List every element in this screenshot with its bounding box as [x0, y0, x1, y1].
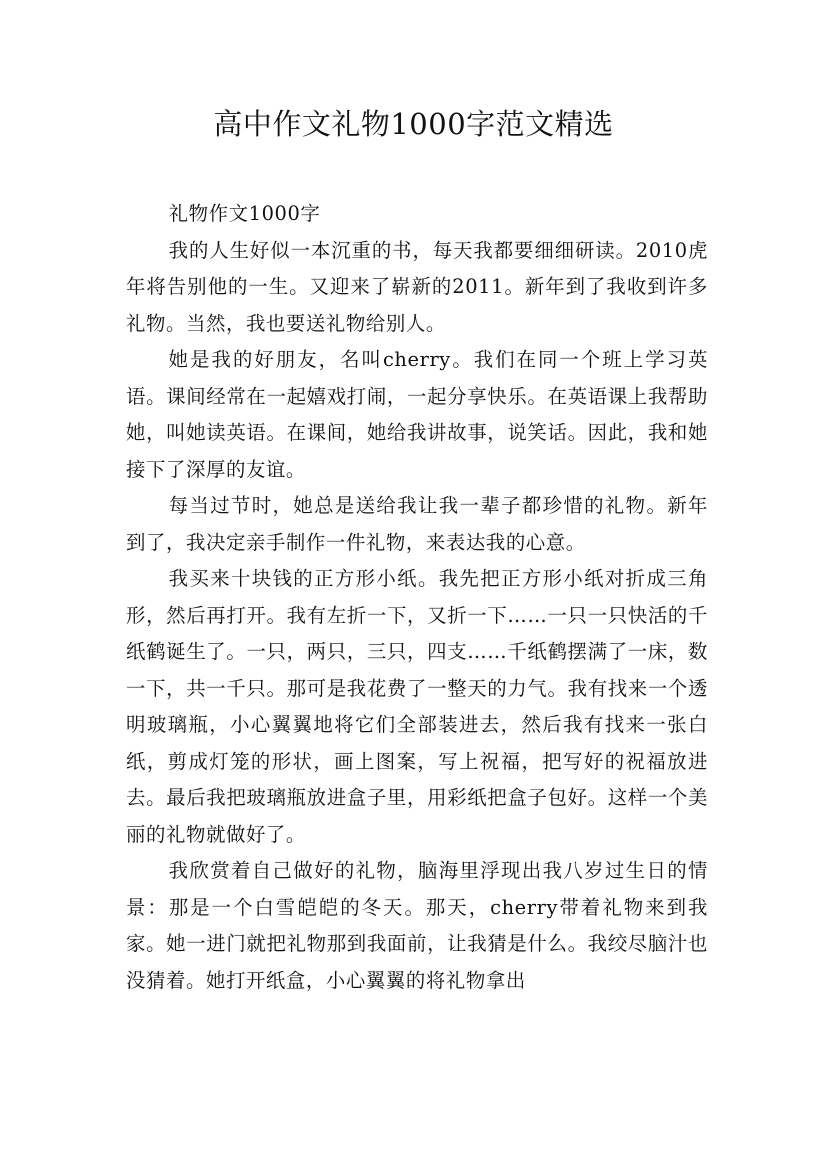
paragraph-1: 我的人生好似一本沉重的书，每天我都要细细研读。2010虎年将告别他的一生。又迎来了崭新的2011。新年到了我收到许多礼物。当然，我也要送礼物给别人。	[126, 238, 708, 335]
essay-subtitle: 礼物作文1000字	[168, 202, 321, 225]
paragraph-5: 我欣赏着自己做好的礼物，脑海里浮现出我八岁过生日的情景：那是一个白雪皑皑的冬天。那天，cherry带着礼物来到我家。她一进门就把礼物那到我面前，让我猜是什么。我绞尽脑汁也没猜着。她打开纸盒，小心翼翼的将礼物拿出	[126, 859, 708, 992]
document-body	[126, 196, 708, 999]
paragraph-2: 她是我的好朋友，名叫cherry。我们在同一个班上学习英语。课间经常在一起嬉戏打闹，一起分享快乐。在英语课上我帮助她，叫她读英语。在课间，她给我讲故事，说笑话。因此，我和她接下了深厚的友谊。	[126, 348, 708, 481]
paragraph-3: 每当过节时，她总是送给我让我一辈子都珍惜的礼物。新年到了，我决定亲手制作一件礼物，来表达我的心意。	[126, 494, 708, 554]
paragraph-4: 我买来十块钱的正方形小纸。我先把正方形小纸对折成三角形，然后再打开。我有左折一下，又折一下……一只一只快活的千纸鹤诞生了。一只，两只，三只，四支……千纸鹤摆满了一床，数一下，共一千只。那可是我花费了一整天的力气。我有找来一个透明玻璃瓶，小心翼翼地将它们全部装进去，然后我有找来一张白纸，剪成灯笼的形状，画上图案，写上祝福，把写好的祝福放进去。最后我把玻璃瓶放进盒子里，用彩纸把盒子包好。这样一个美丽的礼物就做好了。	[126, 567, 708, 846]
document-title: 高中作文礼物1000字范文精选	[213, 107, 614, 141]
